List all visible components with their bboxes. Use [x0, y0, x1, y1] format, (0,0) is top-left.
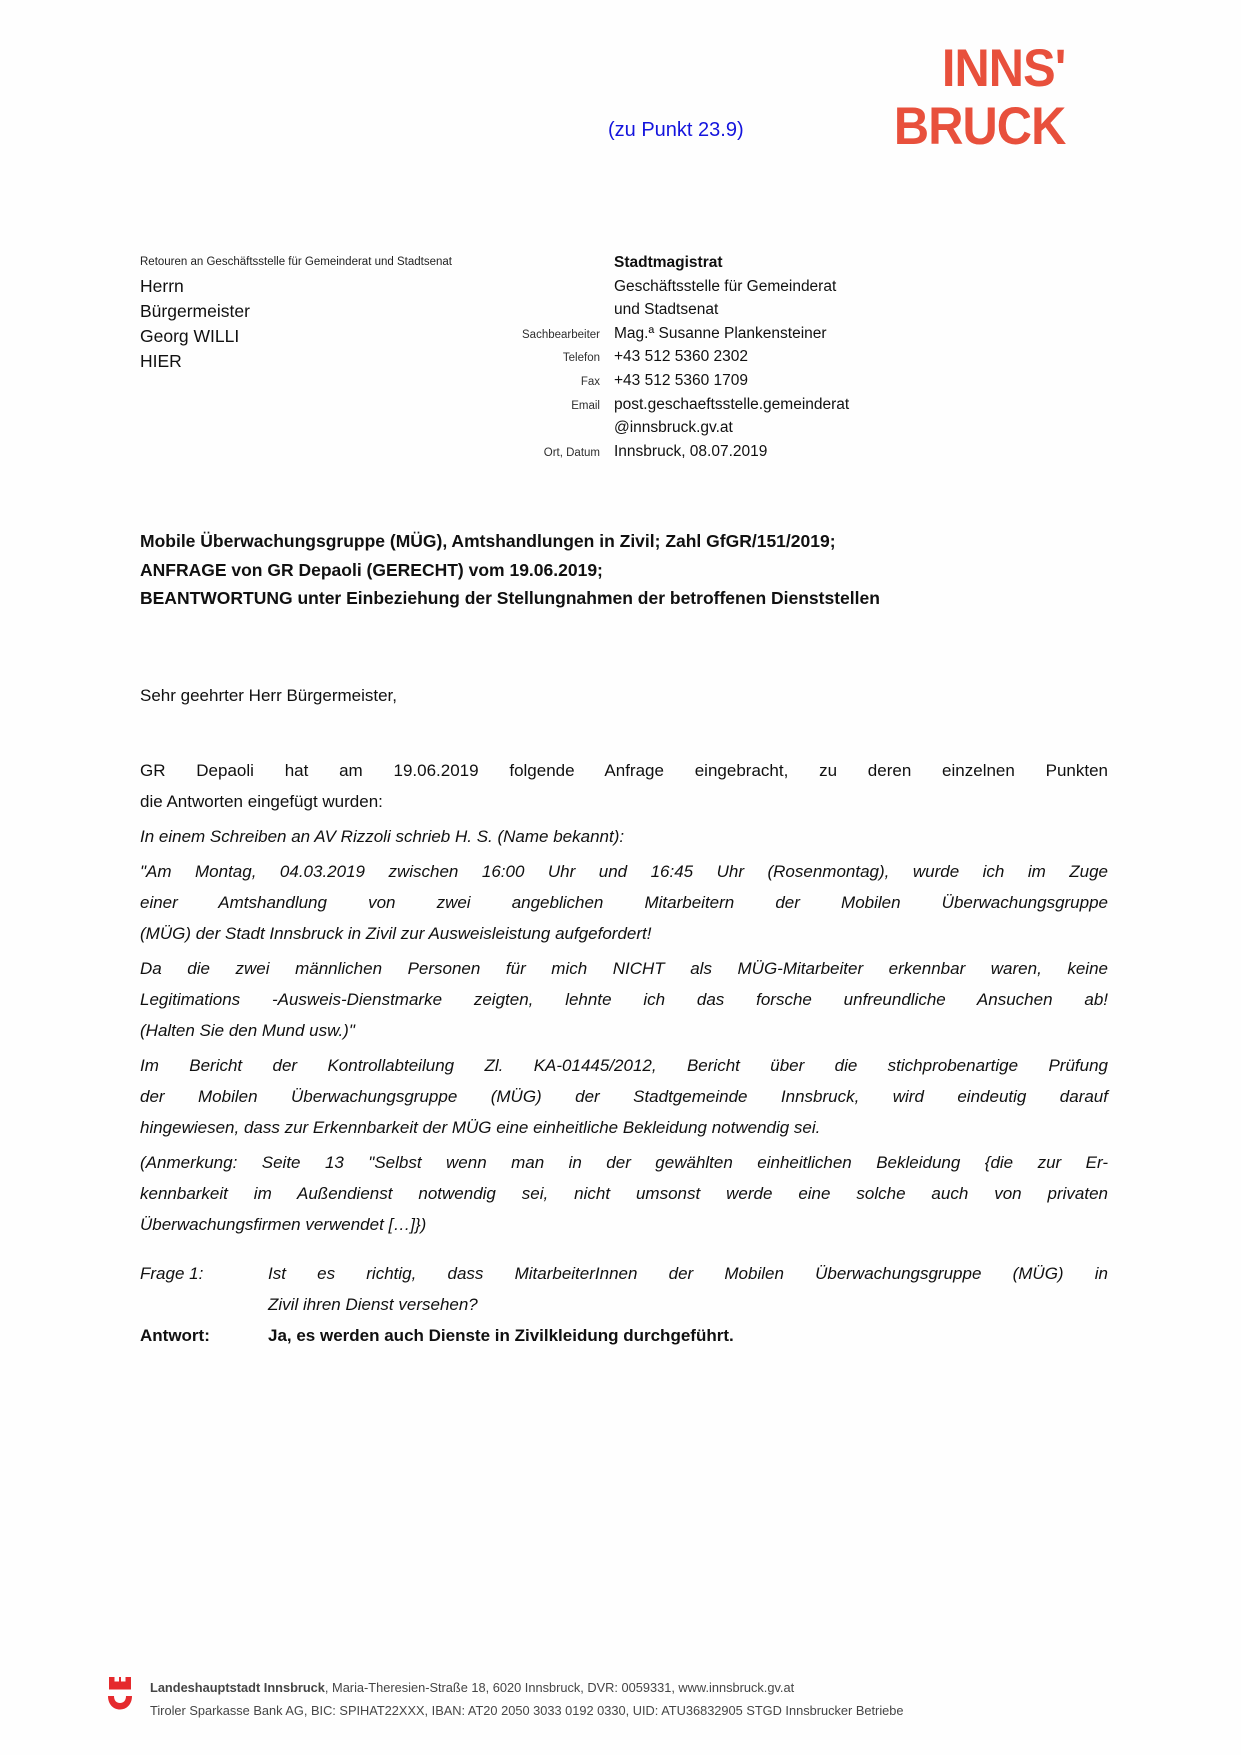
- subject-line: ANFRAGE von GR Depaoli (GERECHT) vom 19.06.2019;: [140, 559, 603, 580]
- paragraph-line: Legitimations -Ausweis-Dienstmarke zeigten, lehnte ich das forsche unfreundliche Ansuchen ab!: [140, 990, 1108, 1009]
- paragraph-line: kennbarkeit im Außendienst notwendig sei, nicht umsonst werde eine solche auch von privaten: [140, 1184, 1108, 1203]
- sender-row: [455, 278, 849, 302]
- question-answer-section: [140, 1258, 1108, 1351]
- footer-block: [150, 1677, 904, 1722]
- subject-line: Mobile Überwachungsgruppe (MÜG), Amtshandlungen in Zivil; Zahl GfGR/151/2019;: [140, 531, 836, 551]
- footer-line-1: [150, 1677, 904, 1700]
- logo-line-1: INNS': [941, 39, 1065, 98]
- sender-row: [455, 325, 849, 349]
- telefon-label: Telefon: [562, 352, 600, 365]
- paragraph-line: hingewiesen, dass zur Erkennbarkeit der MÜG eine einheitliche Bekleidung notwendig sei.: [140, 1118, 821, 1137]
- footer-city-name: Landeshauptstadt Innsbruck: [150, 1680, 325, 1695]
- paragraph-line: Im Bericht der Kontrollabteilung Zl. KA-01445/2012, Bericht über die stichprobenartige Prüfung: [140, 1056, 1108, 1075]
- paragraph-line: In einem Schreiben an AV Rizzoli schrieb H. S. (Name bekannt):: [140, 827, 625, 846]
- antwort-text: Ja, es werden auch Dienste in Zivilkleidung durchgeführt.: [268, 1326, 734, 1345]
- antwort-label: Antwort:: [140, 1326, 210, 1345]
- paragraph-line: die Antworten eingefügt wurden:: [140, 792, 383, 811]
- sender-row: [455, 419, 849, 443]
- sender-row: [455, 372, 849, 396]
- sender-block: [455, 254, 849, 466]
- paragraph-anmerkung: [140, 1147, 1108, 1240]
- ort-datum-value: Innsbruck, 08.07.2019: [614, 442, 768, 460]
- sender-org-name: Stadtmagistrat: [614, 254, 723, 271]
- sender-row: [455, 254, 849, 278]
- footer-address: , Maria-Theresien-Straße 18, 6020 Innsbruck, DVR: 0059331, www.innsbruck.gv.at: [324, 1680, 795, 1695]
- paragraph-line: der Mobilen Überwachungsgruppe (MÜG) der Stadtgemeinde Innsbruck, wird eindeutig darauf: [140, 1087, 1108, 1106]
- frage-label: Frage 1:: [140, 1264, 204, 1283]
- retouren-line: Retouren an Geschäftsstelle für Gemeinderat und Stadtsenat: [140, 256, 452, 268]
- reference-note: (zu Punkt 23.9): [608, 119, 744, 141]
- sender-org-unit: Geschäftsstelle für Gemeinderat: [614, 277, 837, 295]
- logo-line-2: BRUCK: [893, 97, 1065, 156]
- sachbearbeiter-label: Sachbearbeiter: [522, 328, 600, 341]
- paragraph-line: "Am Montag, 04.03.2019 zwischen 16:00 Uhr und 16:45 Uhr (Rosenmontag), wurde ich im Zuge: [140, 862, 1108, 881]
- paragraph-line: (Halten Sie den Mund usw.)": [140, 1021, 355, 1040]
- email-value-part2: @innsbruck.gv.at: [614, 419, 733, 437]
- paragraph-line: (Anmerkung: Seite 13 "Selbst wenn man in der gewählten einheitlichen Bekleidung {die zur Er-: [140, 1153, 1108, 1172]
- paragraph-line: (MÜG) der Stadt Innsbruck in Zivil zur Ausweisleistung aufgefordert!: [140, 924, 652, 943]
- paragraph-quote-intro: [140, 821, 1108, 852]
- footer-line-2: Tiroler Sparkasse Bank AG, BIC: SPIHAT22XXX, IBAN: AT20 2050 3033 0192 0330, UID: ATU36832905 STGD Innsbrucker Betriebe: [150, 1702, 904, 1718]
- subject-line: BEANTWORTUNG unter Einbeziehung der Stellungnahmen der betroffenen Dienststellen: [140, 588, 880, 608]
- antwort-row: [140, 1320, 1108, 1351]
- ort-datum-label: Ort, Datum: [543, 446, 600, 459]
- sender-row: [455, 348, 849, 372]
- paragraph-citizen-quote-1: [140, 856, 1108, 949]
- recipient-line: Herrn: [140, 276, 184, 296]
- frage-line: Zivil ihren Dienst versehen?: [268, 1295, 478, 1314]
- letter-body: [140, 680, 1108, 1351]
- recipient-line: Georg WILLI: [140, 326, 240, 346]
- sender-row: [455, 396, 849, 420]
- paragraph-line: Überwachungsfirmen verwendet […]}): [140, 1215, 427, 1234]
- paragraph-line: GR Depaoli hat am 19.06.2019 folgende Anfrage eingebracht, zu deren einzelnen Punkten: [140, 761, 1108, 780]
- recipient-line: Bürgermeister: [140, 301, 250, 321]
- frage-line: Ist es richtig, dass MitarbeiterInnen der Mobilen Überwachungsgruppe (MÜG) in: [268, 1264, 1108, 1283]
- subject-block: [140, 527, 1120, 613]
- sender-row: [455, 443, 849, 467]
- paragraph-line: einer Amtshandlung von zwei angeblichen Mitarbeitern der Mobilen Überwachungsgruppe: [140, 893, 1108, 912]
- paragraph-intro: [140, 755, 1108, 817]
- email-value-part1: post.geschaeftsstelle.gemeinderat: [614, 395, 850, 413]
- recipient-line: HIER: [140, 351, 182, 371]
- fax-value: +43 512 5360 1709: [614, 371, 749, 389]
- sender-row: [455, 301, 849, 325]
- innsbruck-logo: [894, 40, 1065, 156]
- paragraph-kontrollabteilung: [140, 1050, 1108, 1143]
- fax-label: Fax: [580, 375, 600, 388]
- paragraph-line: Da die zwei männlichen Personen für mich NICHT als MÜG-Mitarbeiter erkennbar waren, keine: [140, 959, 1108, 978]
- innsbruck-bridge-coat-of-arms-icon: [106, 1676, 134, 1717]
- frage-row: [140, 1258, 1108, 1320]
- sachbearbeiter-value: Mag.ª Susanne Plankensteiner: [614, 324, 827, 342]
- salutation: Sehr geehrter Herr Bürgermeister,: [140, 686, 397, 705]
- telefon-value: +43 512 5360 2302: [614, 348, 749, 366]
- frage-text: [268, 1258, 1108, 1320]
- paragraph-citizen-quote-2: [140, 953, 1108, 1046]
- sender-org-unit: und Stadtsenat: [614, 301, 719, 319]
- recipient-block: [140, 256, 452, 374]
- email-label: Email: [571, 399, 600, 412]
